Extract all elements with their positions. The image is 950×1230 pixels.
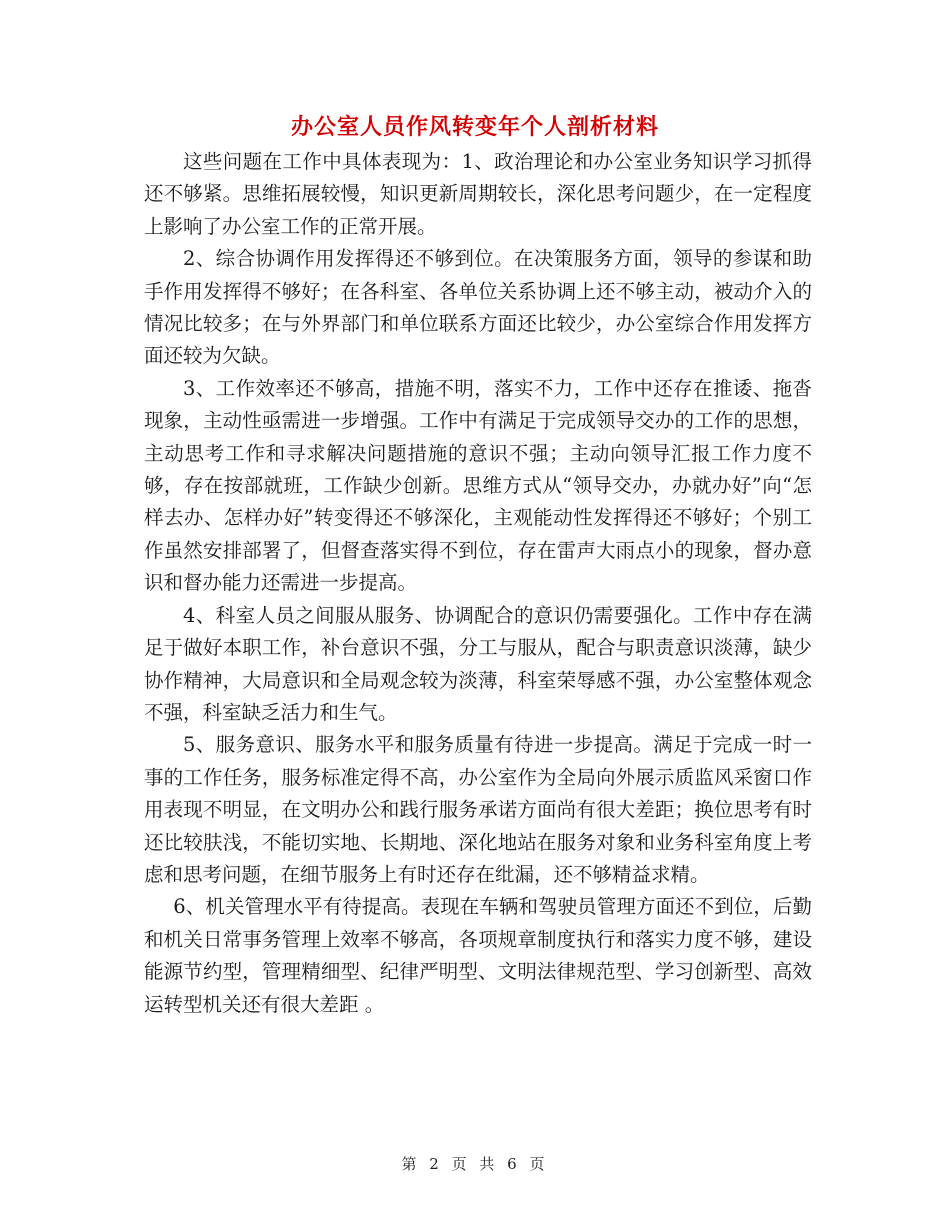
paragraph-4: 4、科室人员之间服从服务、协调配合的意识仍需要强化。工作中存在满足于做好本职工作，补台意识不强，分工与服从，配合与职责意识淡薄，缺少协作精神，大局意识和全局观念较为淡薄，科室荣辱感不强，办公室整体观念不强，科室缺乏活力和生气。: [144, 603, 812, 724]
paragraph-5: 5、服务意识、服务水平和服务质量有待进一步提高。满足于完成一时一事的工作任务，服务标准定得不高，办公室作为全局向外展示质监风采窗口作用表现不明显，在文明办公和践行服务承诺方面尚有很大差距；换位思考有时还比较肤浅，不能切实地、长期地、深化地站在服务对象和业务科室角度上考虑和思考问题，在细节服务上有时还存在纰漏，还不够精益求精。: [144, 733, 812, 886]
paragraph-6: 6、机关管理水平有待提高。表现在车辆和驾驶员管理方面还不到位，后勤和机关日常事务管理上效率不够高，各项规章制度执行和落实力度不够，建设能源节约型，管理精细型、纪律严明型、文明法律规范型、学习创新型、高效运转型机关还有很大差距 。: [144, 895, 812, 1016]
document-title: 办公室人员作风转变年个人剖析材料: [290, 114, 659, 140]
paragraph-2: 2、综合协调作用发挥得还不够到位。在决策服务方面，领导的参谋和助手作用发挥得不够好；在各科室、各单位关系协调上还不够主动，被动介入的情况比较多；在与外界部门和单位联系方面还比较少，办公室综合作用发挥方面还较为欠缺。: [144, 247, 812, 368]
page-number-footer: 第 2 页 共 6 页: [401, 1155, 549, 1173]
document-body: [144, 146, 812, 1021]
paragraph-3: 3、工作效率还不够高，措施不明，落实不力，工作中还存在推诿、拖沓现象，主动性亟需进一步增强。工作中有满足于完成领导交办的工作的思想，主动思考工作和寻求解决问题措施的意识不强；主动向领导汇报工作力度不够，存在按部就班，工作缺少创新。思维方式从“领导交办，办就办好”向“怎样去办、怎样办好”转变得还不够深化，主观能动性发挥得还不够好；个别工作虽然安排部署了，但督查落实得不到位，存在雷声大雨点小的现象，督办意识和督办能力还需进一步提高。: [144, 376, 812, 595]
paragraph-1: 这些问题在工作中具体表现为：1、政治理论和办公室业务知识学习抓得还不够紧。思维拓展较慢，知识更新周期较长，深化思考问题少，在一定程度上影响了办公室工作的正常开展。: [144, 150, 812, 238]
